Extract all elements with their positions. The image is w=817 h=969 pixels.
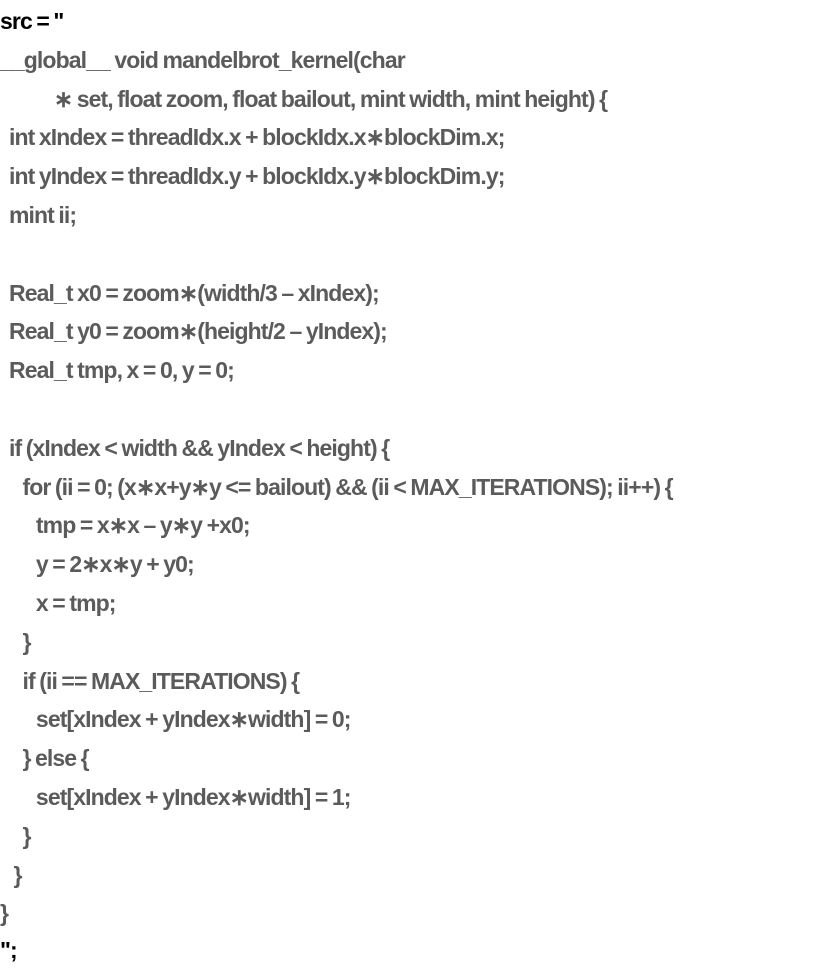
code-line: int xIndex = threadIdx.x + blockIdx.x∗blockDim.x;: [0, 124, 505, 150]
code-line: if (xIndex < width && yIndex < height) {: [0, 435, 390, 461]
code-line: Real_t tmp, x = 0, y = 0;: [0, 357, 234, 383]
code-line: int yIndex = threadIdx.y + blockIdx.y∗blockDim.y;: [0, 163, 505, 189]
code-line: x = tmp;: [0, 590, 116, 616]
code-line: for (ii = 0; (x∗x+y∗y <= bailout) && (ii < MAX_ITERATIONS); ii++) {: [0, 474, 673, 500]
code-line: ∗ set, float zoom, float bailout, mint width, mint height) {: [0, 86, 608, 112]
code-line: } else {: [0, 745, 89, 771]
code-line: Real_t x0 = zoom∗(width/3 – xIndex);: [0, 280, 379, 306]
code-line: set[xIndex + yIndex∗width] = 1;: [0, 784, 351, 810]
code-line: }: [0, 900, 9, 926]
code-line: }: [0, 823, 31, 849]
string-terminator: ";: [0, 937, 17, 963]
code-line: __global__ void mandelbrot_kernel(char: [0, 47, 405, 73]
code-line: tmp = x∗x – y∗y +x0;: [0, 512, 250, 538]
code-line: }: [0, 629, 31, 655]
code-line: mint ii;: [0, 202, 77, 228]
code-line: if (ii == MAX_ITERATIONS) {: [0, 668, 300, 694]
assignment-line: src = ": [0, 8, 64, 34]
code-line: set[xIndex + yIndex∗width] = 0;: [0, 706, 351, 732]
code-line: Real_t y0 = zoom∗(height/2 – yIndex);: [0, 318, 387, 344]
code-line: y = 2∗x∗y + y0;: [0, 551, 194, 577]
code-line: }: [0, 862, 22, 888]
